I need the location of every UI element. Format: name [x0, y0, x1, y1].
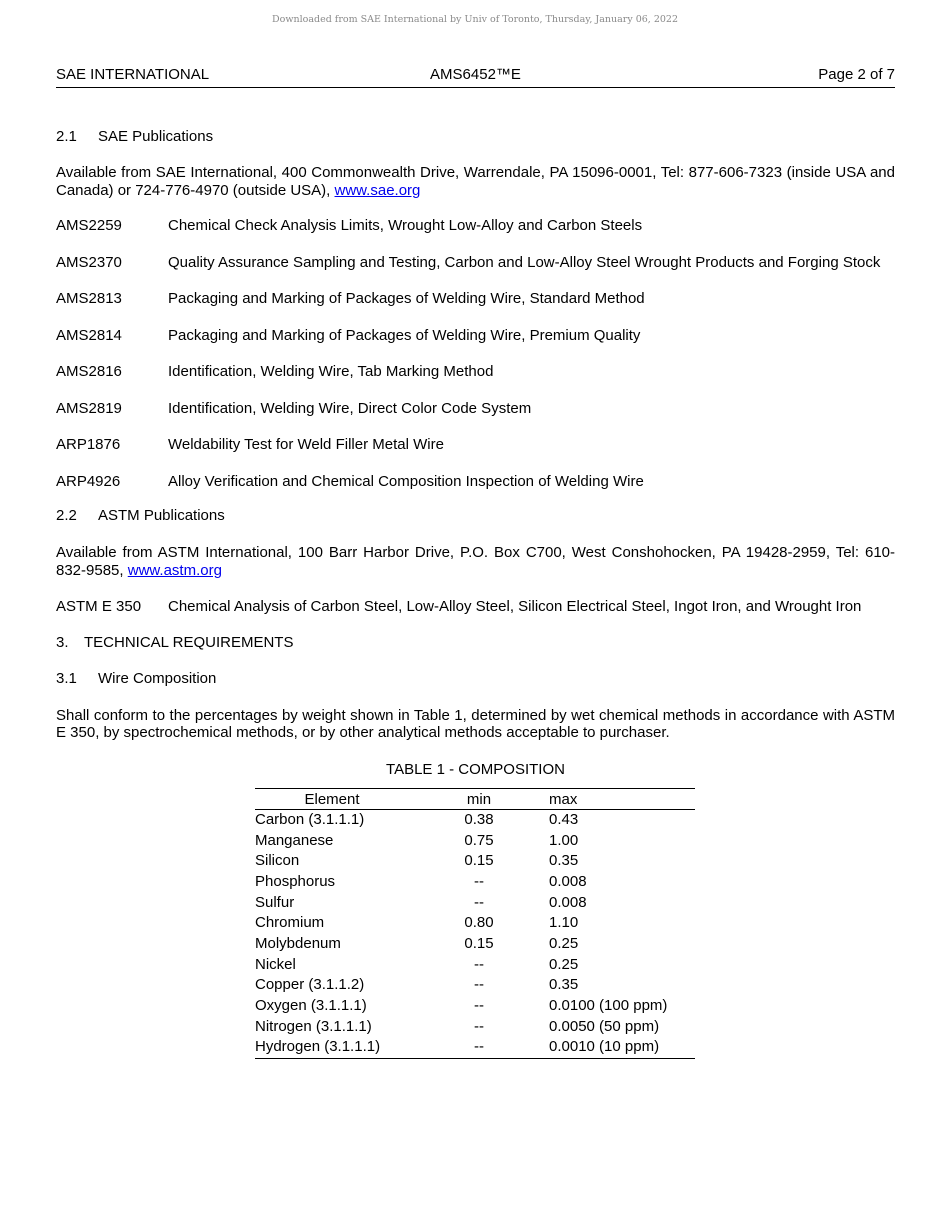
- page-content: [56, 128, 895, 1059]
- reference-item: [56, 217, 895, 235]
- max-cell: 0.35: [549, 976, 579, 994]
- reference-title: Chemical Check Analysis Limits, Wrought Low-Alloy and Carbon Steels: [168, 217, 643, 234]
- reference-item: [56, 290, 895, 308]
- max-cell: 0.0010 (10 ppm): [549, 1037, 695, 1058]
- element-cell: Carbon (3.1.1.1): [255, 810, 365, 828]
- element-cell: Phosphorus: [255, 872, 336, 890]
- reference-title: Identification, Welding Wire, Tab Marking Method: [168, 363, 494, 380]
- astm-availability-paragraph: [56, 544, 895, 579]
- element-cell: Hydrogen (3.1.1.1): [255, 1037, 409, 1058]
- section-number: 2.1: [56, 128, 77, 145]
- reference-item: [56, 400, 895, 418]
- max-cell: 0.008: [549, 872, 587, 890]
- min-cell: --: [474, 1017, 484, 1035]
- element-cell: Manganese: [255, 831, 334, 849]
- element-cell: Chromium: [255, 914, 325, 932]
- min-cell: 0.80: [464, 914, 494, 932]
- section-3-heading: [56, 634, 895, 652]
- section-title: ASTM Publications: [98, 507, 225, 524]
- max-cell: 0.25: [549, 955, 579, 973]
- table-row: [255, 830, 695, 851]
- element-cell: Molybdenum: [255, 934, 341, 952]
- max-cell: 1.10: [549, 914, 579, 932]
- min-cell: 0.15: [464, 852, 494, 870]
- reference-code: AMS2370: [56, 253, 122, 271]
- min-cell: 0.38: [464, 810, 494, 828]
- section-title: Wire Composition: [98, 669, 217, 687]
- table-row: [255, 872, 695, 893]
- min-cell: 0.75: [464, 831, 494, 849]
- max-cell: 0.0050 (50 ppm): [549, 1017, 660, 1035]
- element-cell: Sulfur: [255, 893, 295, 911]
- reference-item: [56, 327, 895, 345]
- table-row: [255, 996, 695, 1017]
- reference-item: [56, 598, 895, 616]
- reference-code: AMS2813: [56, 290, 122, 307]
- table-1-title: TABLE 1 - COMPOSITION: [386, 760, 565, 778]
- min-cell: --: [409, 1037, 549, 1058]
- page-number: Page 2 of 7: [818, 66, 895, 83]
- max-cell: 0.0100 (100 ppm): [549, 997, 668, 1015]
- reference-title: Chemical Analysis of Carbon Steel, Low-Alloy Steel, Silicon Electrical Steel, Ingot Iron, and Wrought Iron: [168, 598, 862, 615]
- reference-title: Quality Assurance Sampling and Testing, Carbon and Low-Alloy Steel Wrought Products and Forging Stock: [168, 253, 881, 271]
- reference-title: Alloy Verification and Chemical Composition Inspection of Welding Wire: [168, 472, 644, 490]
- section-number: 2.2: [56, 507, 77, 524]
- section-title: SAE Publications: [98, 128, 214, 145]
- table-row: [255, 934, 695, 955]
- max-cell: 0.43: [549, 810, 579, 828]
- element-cell: Silicon: [255, 852, 300, 870]
- min-cell: --: [474, 893, 484, 911]
- reference-item: [56, 473, 895, 491]
- table-row: [255, 892, 695, 913]
- sae-availability-paragraph: [56, 164, 895, 199]
- sae-availability-text: Available from SAE International, 400 Commonwealth Drive, Warrendale, PA 15096-0001, Tel: 877-606-7323 (inside USA and Canada) or 724-776-4970 (outside USA),: [56, 164, 895, 199]
- download-watermark: Downloaded from SAE International by Univ of Toronto, Thursday, January 06, 2022: [271, 14, 679, 25]
- min-cell: --: [474, 955, 484, 973]
- min-cell: 0.15: [464, 934, 494, 952]
- reference-code: ASTM E 350: [56, 598, 142, 615]
- table-row: [255, 954, 695, 975]
- min-cell: --: [474, 997, 484, 1015]
- column-header-min: min: [409, 788, 549, 809]
- max-cell: 0.008: [549, 893, 587, 911]
- column-header-max: max: [549, 788, 695, 809]
- reference-item: [56, 436, 895, 454]
- element-cell: Copper (3.1.1.2): [255, 976, 365, 994]
- page-header: [56, 66, 895, 88]
- table-header-row: [255, 788, 695, 809]
- reference-code: AMS2814: [56, 326, 122, 344]
- reference-code: AMS2819: [56, 399, 122, 417]
- section-number: 3.1: [56, 669, 77, 687]
- element-cell: Nitrogen (3.1.1.1): [255, 1017, 372, 1035]
- max-cell: 0.25: [549, 934, 579, 952]
- reference-title: Packaging and Marking of Packages of Welding Wire, Premium Quality: [168, 326, 641, 344]
- composition-requirement-text: Shall conform to the percentages by weight shown in Table 1, determined by wet chemical methods in accordance with ASTM E 350, by spectrochemical methods, or by other analytical methods acceptable to purchaser.: [56, 706, 895, 741]
- max-cell: 1.00: [549, 831, 579, 849]
- document-number: AMS6452™E: [430, 66, 521, 83]
- column-header-element: Element: [255, 788, 409, 809]
- composition-table: [255, 788, 695, 1059]
- section-2-1-heading: [56, 128, 895, 146]
- reference-title: Packaging and Marking of Packages of Welding Wire, Standard Method: [168, 290, 645, 307]
- sae-website-link[interactable]: www.sae.org: [334, 181, 421, 199]
- reference-title: Weldability Test for Weld Filler Metal Wire: [168, 436, 444, 453]
- table-row: [255, 913, 695, 934]
- astm-website-link[interactable]: www.astm.org: [127, 561, 222, 579]
- table-row: [255, 809, 695, 830]
- reference-code: AMS2259: [56, 217, 122, 234]
- composition-table-body: [255, 809, 695, 1058]
- section-number: 3.: [56, 633, 69, 651]
- reference-code: ARP1876: [56, 436, 121, 453]
- section-3-1-heading: [56, 670, 895, 688]
- table-row: [255, 975, 695, 996]
- max-cell: 0.35: [549, 852, 579, 870]
- section-2-2-heading: [56, 507, 895, 525]
- astm-availability-text: Available from ASTM International, 100 Barr Harbor Drive, P.O. Box C700, West Conshohocken, PA 19428-2959, Tel: 610-832-9585,: [56, 544, 895, 579]
- reference-title: Identification, Welding Wire, Direct Color Code System: [168, 399, 532, 417]
- table-row: [255, 851, 695, 872]
- element-cell: Oxygen (3.1.1.1): [255, 997, 367, 1015]
- table-row: [255, 1016, 695, 1037]
- min-cell: --: [474, 872, 484, 890]
- reference-code: ARP4926: [56, 472, 121, 490]
- reference-item: [56, 363, 895, 381]
- publisher-name: SAE INTERNATIONAL: [56, 66, 210, 83]
- table-row: [255, 1037, 695, 1058]
- sae-reference-list: [56, 217, 895, 490]
- section-title: TECHNICAL REQUIREMENTS: [84, 633, 294, 651]
- reference-item: [56, 254, 895, 272]
- min-cell: --: [474, 976, 484, 994]
- element-cell: Nickel: [255, 955, 296, 973]
- astm-reference-list: [56, 598, 895, 616]
- reference-code: AMS2816: [56, 363, 122, 380]
